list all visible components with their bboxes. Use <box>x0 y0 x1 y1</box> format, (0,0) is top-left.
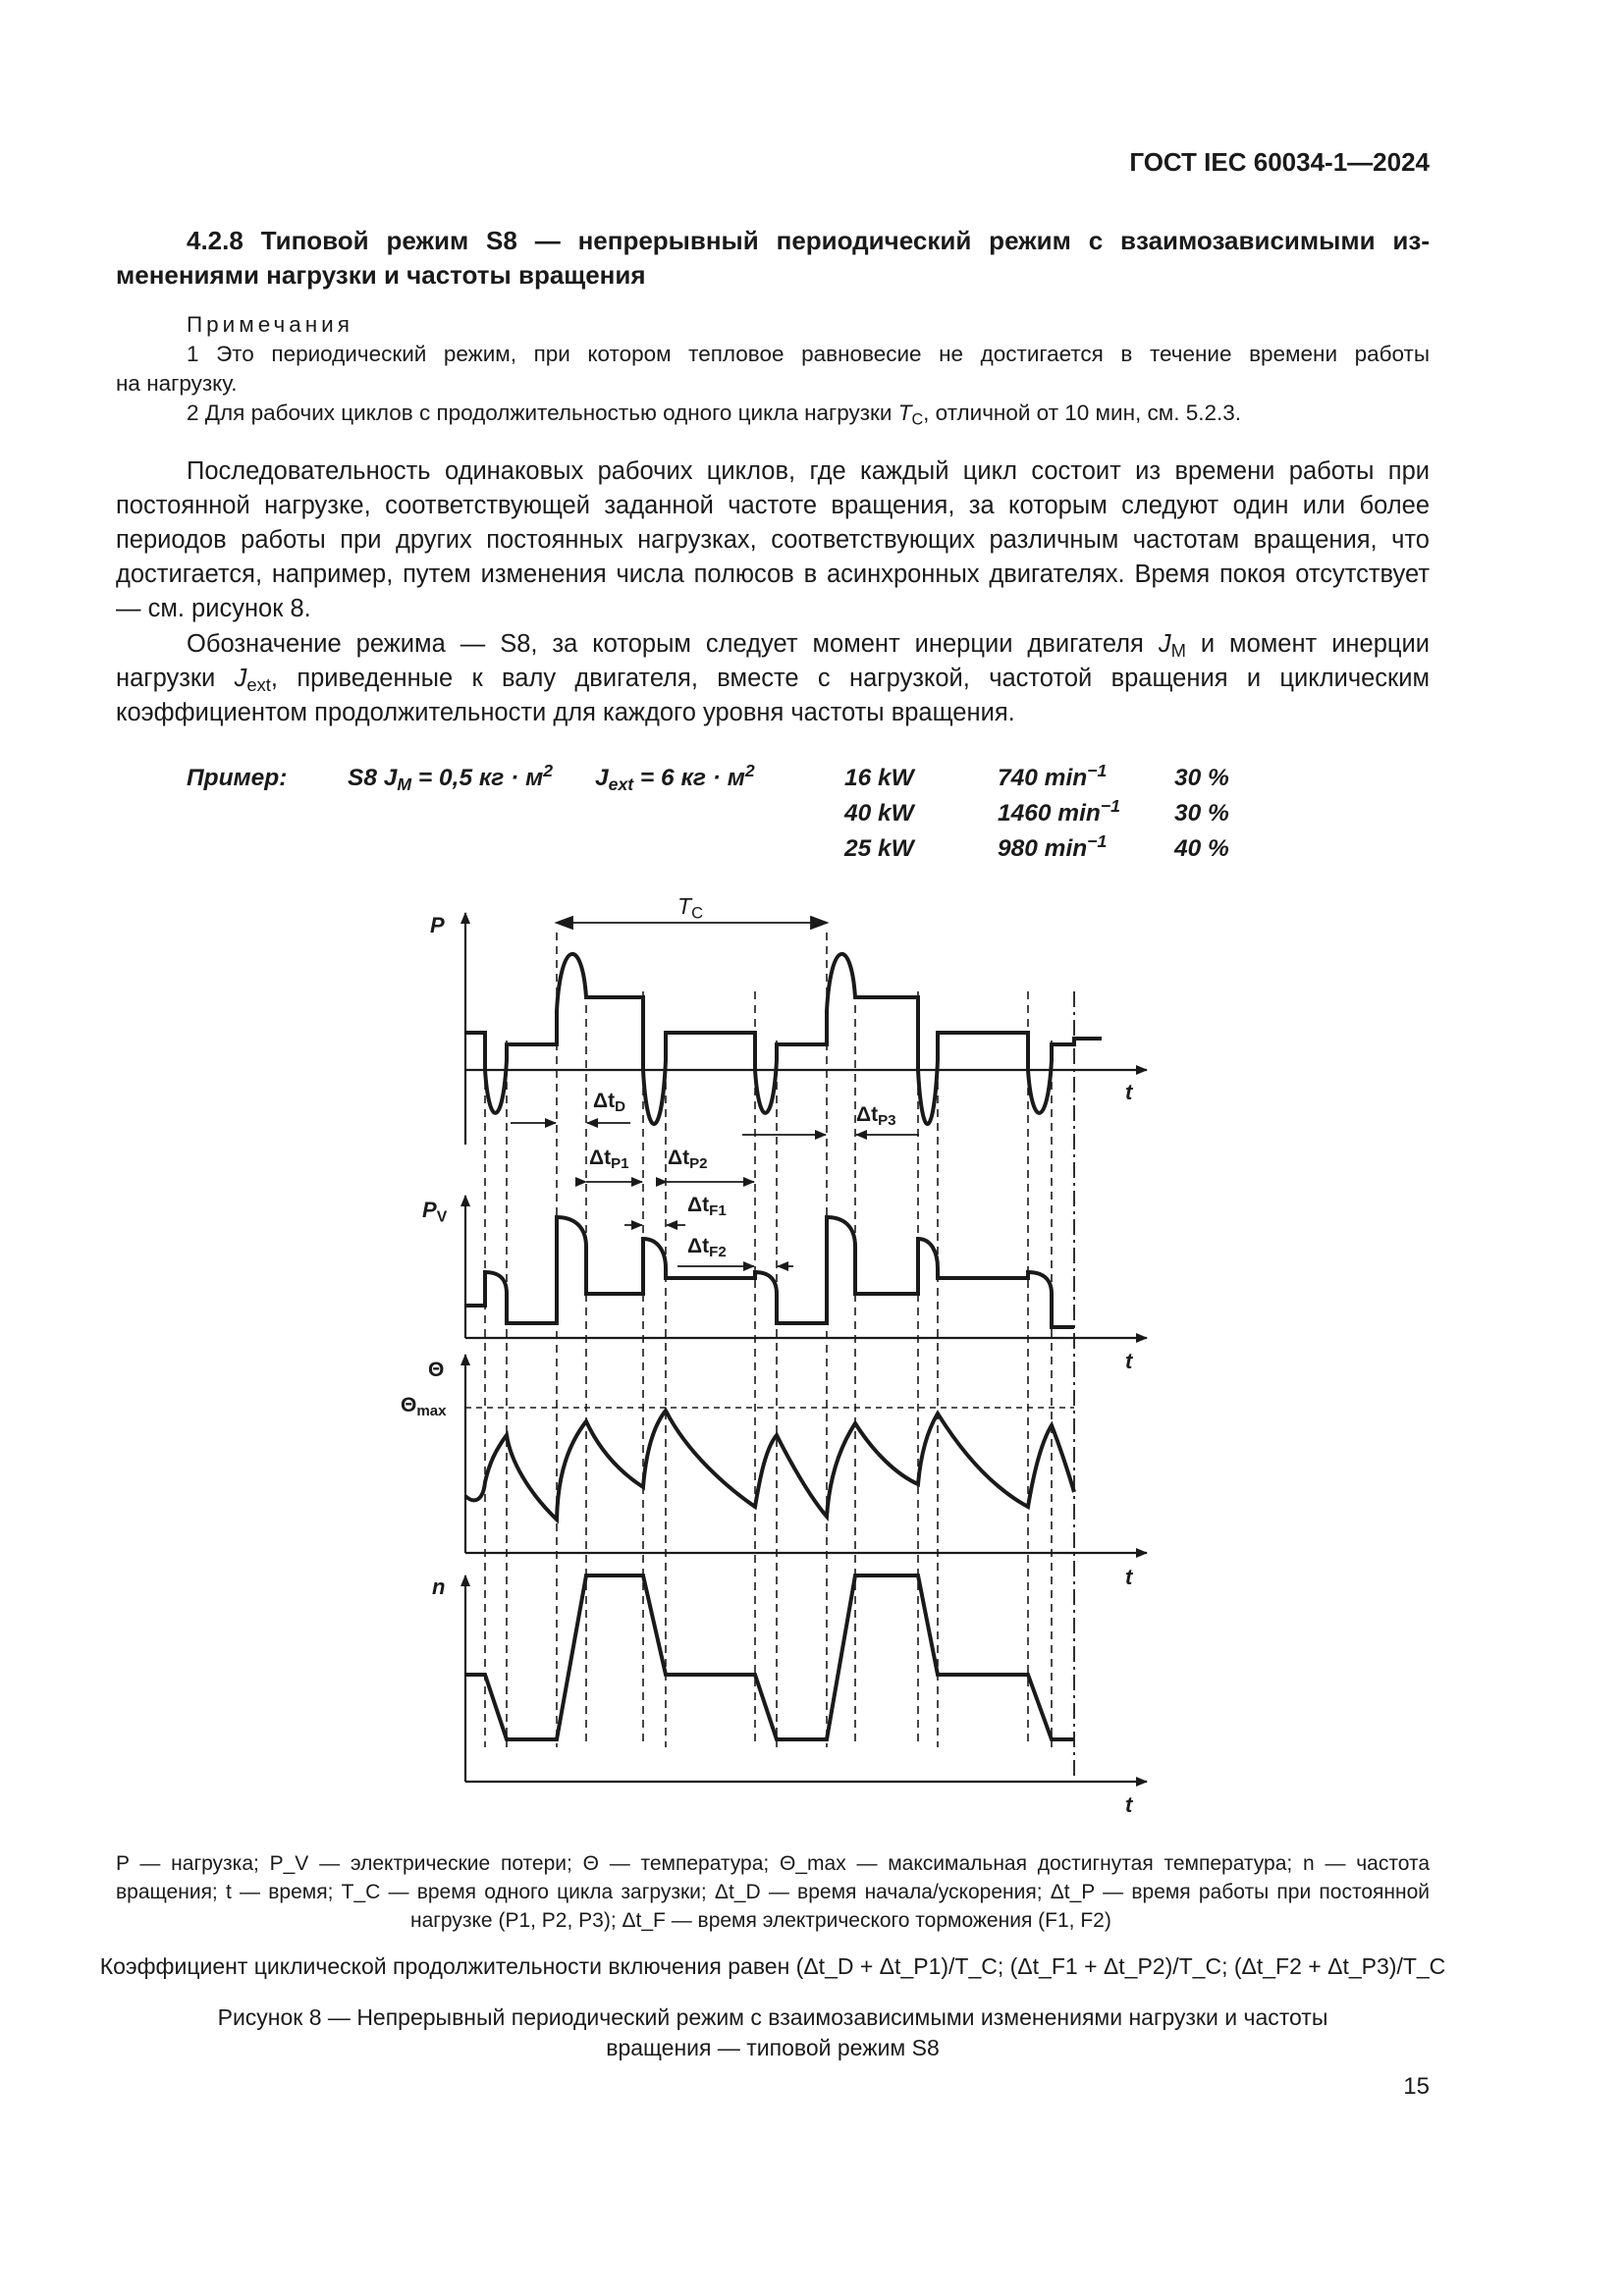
example-jext: $J_{ext} = 6$ кг · $м^2$ <box>595 760 755 794</box>
document-id: ГОСТ IEC 60034-1—2024 <box>1129 147 1430 177</box>
axis-label-theta-max: $\Theta_{max}$ <box>401 1394 447 1420</box>
axis-label-t-2: t <box>1125 1349 1133 1373</box>
temperature-curve <box>465 1411 1074 1520</box>
legend-line-1: P — нагрузка; P_V — электрические потери; Θ — температура; Θ_max — максимальная достигнутая температура; n — частота <box>116 1852 1430 1875</box>
legend-line-2: вращения; t — время; T_C — время одного цикла загрузки; Δt_D — время начала/ускорения; Δt_P — время работы при постоянной <box>116 1881 1431 1903</box>
label-dtf1: $\Delta t_{F1}$ <box>687 1194 727 1220</box>
section-number: 4.2.8 <box>187 226 244 255</box>
axis-label-pv: $P_V$ <box>422 1198 448 1226</box>
axis-label-theta: Θ <box>428 1359 445 1381</box>
example-row-2-duty: 30 % <box>1174 800 1229 827</box>
notes-heading: Примечания <box>187 312 353 337</box>
axis-label-p: P <box>430 913 445 937</box>
example-row-3-power: 25 kW <box>844 835 914 862</box>
axis-label-n: n <box>432 1575 446 1599</box>
label-tc: $T_C$ <box>677 893 704 923</box>
label-dtp3: $\Delta t_{P3}$ <box>856 1103 896 1130</box>
label-dtp2: $\Delta t_{P2}$ <box>668 1147 708 1173</box>
figure-legend <box>116 1849 1430 1935</box>
time-guides <box>485 933 1052 1747</box>
load-curve <box>465 954 1102 1124</box>
example-label: Пример: <box>187 765 288 791</box>
example-row-1-power: 16 kW <box>844 765 914 791</box>
electrical-losses-curve <box>465 1217 1074 1327</box>
example-row-1-speed: 740 $\min^{-1}$ <box>998 760 1108 791</box>
example-jm: S8 $J_M = 0,5$ кг · $м^2$ <box>348 760 554 794</box>
note-2: 2 Для рабочих циклов с продолжительностью одного цикла нагрузки $T_C$, отличной от 10 мин, см. 5.2.3. <box>187 400 1242 429</box>
label-dtp1: $\Delta t_{P1}$ <box>589 1147 629 1173</box>
example-row-2-power: 40 kW <box>844 800 914 827</box>
note-1-line1: 1 Это периодический режим, при котором тепловое равновесие не достигается в течение времени работы <box>187 342 1430 366</box>
paragraph-2: Обозначение режима — S8, за которым следует момент инерции двигателя $J_M$ и момент инерции нагрузки $J_{ext}$, приведенные к валу двигателя, вместе с нагрузкой, частотой вращения и циклическим коэффициентом продолжительности для каждого уровня частоты вращения. <box>116 630 1430 726</box>
example-row-1-duty: 30 % <box>1174 765 1229 791</box>
section-title-line1: Типовой режим S8 — непрерывный периодический режим с взаимозависимыми из- <box>260 226 1430 255</box>
section-title-line2: менениями нагрузки и частоты вращения <box>116 260 646 290</box>
figure-caption <box>116 2002 1430 2063</box>
axis-label-t-1: t <box>1125 1080 1133 1104</box>
axis-label-t-4: t <box>1125 1792 1133 1817</box>
example-row-3-speed: 980 $\min^{-1}$ <box>998 830 1108 862</box>
caption-line-2: вращения — типовой режим S8 <box>606 2035 940 2060</box>
label-dtf2: $\Delta t_{F2}$ <box>687 1235 727 1261</box>
duty-factor: Коэффициент циклической продолжительности включения равен (Δt_D + Δt_P1)/T_C; (Δt_F1 + Δt_P2)/T_C; (Δt_F2 + Δt_P3)/T_C <box>99 1953 1446 1979</box>
paragraph-1: Последовательность одинаковых рабочих циклов, где каждый цикл состоит из времени работы при постоянной нагрузке, соответствующей заданной частоте вращения, за которым следуют один или более периодов работы при других постоянных нагрузках, соответствующих различным частотам вращения, что достигается, например, путем изменения числа полюсов в асинхронных двигателях. Время покоя отсутствует — см. рисунок 8. <box>116 457 1430 622</box>
page-number: 15 <box>1403 2073 1430 2100</box>
label-dtd: $\Delta t_D$ <box>593 1090 626 1116</box>
note-1-line2: на нагрузку. <box>116 371 238 396</box>
example-row-3-duty: 40 % <box>1174 835 1229 862</box>
example-row-2-speed: 1460 $\min^{-1}$ <box>998 795 1120 827</box>
axis-label-t-3: t <box>1125 1565 1133 1589</box>
speed-curve <box>465 1575 1074 1739</box>
legend-line-3: нагрузке (P1, P2, P3); Δt_F — время электрического торможения (F1, F2) <box>410 1909 1111 1932</box>
caption-line-1: Рисунок 8 — Непрерывный периодический режим с взаимозависимыми изменениями нагрузки и частоты <box>217 2004 1328 2030</box>
